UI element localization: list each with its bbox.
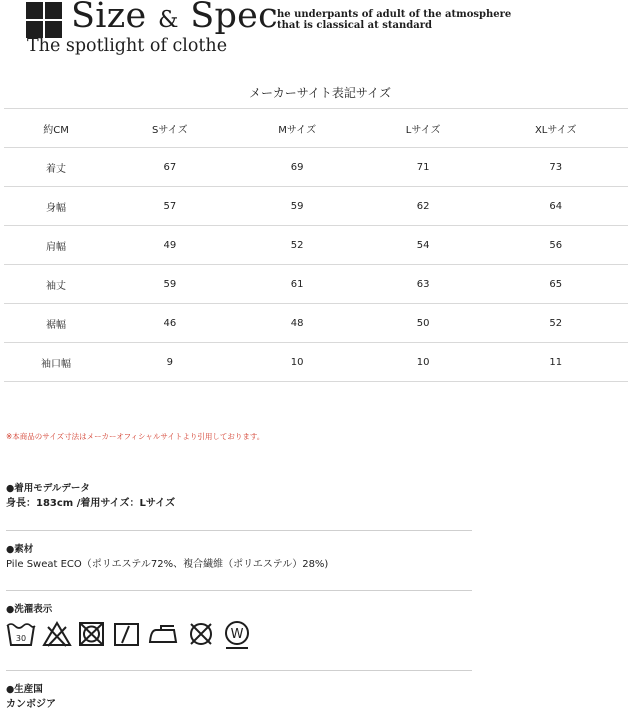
no-bleach-icon [42, 620, 72, 648]
brand-tagline: The spotlight of clothe [27, 36, 228, 56]
divider [6, 670, 472, 671]
divider [6, 590, 472, 591]
size-table-row [4, 304, 628, 343]
size-table-cell: 52 [484, 304, 628, 343]
iron-low-icon [147, 620, 179, 648]
size-table-cell: 10 [232, 343, 363, 382]
size-table-row [4, 148, 628, 187]
size-table-header-cell: XLサイズ [484, 109, 628, 148]
size-table-cell: 71 [363, 148, 484, 187]
size-table-cell: 73 [484, 148, 628, 187]
brand-subtitle-line-1: he underpants of adult of the atmosphere [277, 9, 512, 20]
brand-subtitle-line-2: that is classical at standard [277, 20, 432, 31]
size-table-cell: 59 [232, 187, 363, 226]
size-table-header-cell: Lサイズ [363, 109, 484, 148]
brand-title-size: Size [71, 0, 147, 36]
size-table-cell: 67 [108, 148, 231, 187]
size-table-cell: 62 [363, 187, 484, 226]
brand-title-amp: & [157, 7, 179, 33]
size-table-row-label: 袖口幅 [4, 343, 108, 382]
size-table-cell: 52 [232, 226, 363, 265]
size-table-row-label: 身幅 [4, 187, 108, 226]
size-table-row-label: 袖丈 [4, 265, 108, 304]
size-table-row [4, 187, 628, 226]
size-table-row-label: 肩幅 [4, 226, 108, 265]
size-table [4, 108, 628, 382]
size-table-header-cell: 約CM [4, 109, 108, 148]
size-table-header-cell: Sサイズ [108, 109, 231, 148]
size-table-cell: 46 [108, 304, 231, 343]
model-text: 身長：183cm /着用サイズ：Lサイズ [6, 498, 176, 509]
size-table-row [4, 265, 628, 304]
wash-30-icon [6, 620, 36, 648]
size-table-row-label: 裾幅 [4, 304, 108, 343]
wet-clean-icon [220, 620, 254, 650]
no-tumble-dry-icon [77, 620, 107, 648]
washing-heading: ●洗濯表示 [6, 604, 53, 615]
size-table-cell: 64 [484, 187, 628, 226]
divider [6, 530, 472, 531]
origin-heading: ●生産国 [6, 684, 43, 695]
wash-temp-label: 30 [15, 634, 27, 643]
line-dry-icon [112, 620, 142, 648]
brand-subtitle [277, 9, 511, 31]
size-table-cell: 69 [232, 148, 363, 187]
brand-logo-icon [26, 2, 62, 38]
size-table-cell: 59 [108, 265, 231, 304]
size-table-row [4, 226, 628, 265]
material-text: Pile Sweat ECO（ポリエステル72%、複合繊維（ポリエステル）28%) [6, 559, 329, 570]
size-table-cell: 10 [363, 343, 484, 382]
size-table-cell: 65 [484, 265, 628, 304]
size-table-row [4, 343, 628, 382]
wet-clean-letter: W [230, 627, 244, 642]
size-table-cell: 48 [232, 304, 363, 343]
size-table-cell: 49 [108, 226, 231, 265]
brand-title-spec: Spec [190, 0, 279, 36]
size-table-caption: メーカーサイト表記サイズ [249, 86, 391, 100]
model-heading: ●着用モデルデータ [6, 483, 90, 494]
size-table-cell: 9 [108, 343, 231, 382]
brand-title [71, 0, 278, 36]
size-note: ※本商品のサイズ寸法はメーカーオフィシャルサイトより引用しております。 [6, 432, 265, 441]
size-table-cell: 63 [363, 265, 484, 304]
size-table-header-row [4, 109, 628, 148]
size-table-header-cell: Mサイズ [232, 109, 363, 148]
size-table-cell: 57 [108, 187, 231, 226]
size-table-cell: 61 [232, 265, 363, 304]
size-table-cell: 11 [484, 343, 628, 382]
size-table-cell: 50 [363, 304, 484, 343]
size-table-row-label: 着丈 [4, 148, 108, 187]
size-table-cell: 54 [363, 226, 484, 265]
origin-text: カンボジア [6, 699, 56, 710]
size-table-cell: 56 [484, 226, 628, 265]
no-dry-clean-icon [186, 620, 216, 648]
material-heading: ●素材 [6, 544, 34, 555]
